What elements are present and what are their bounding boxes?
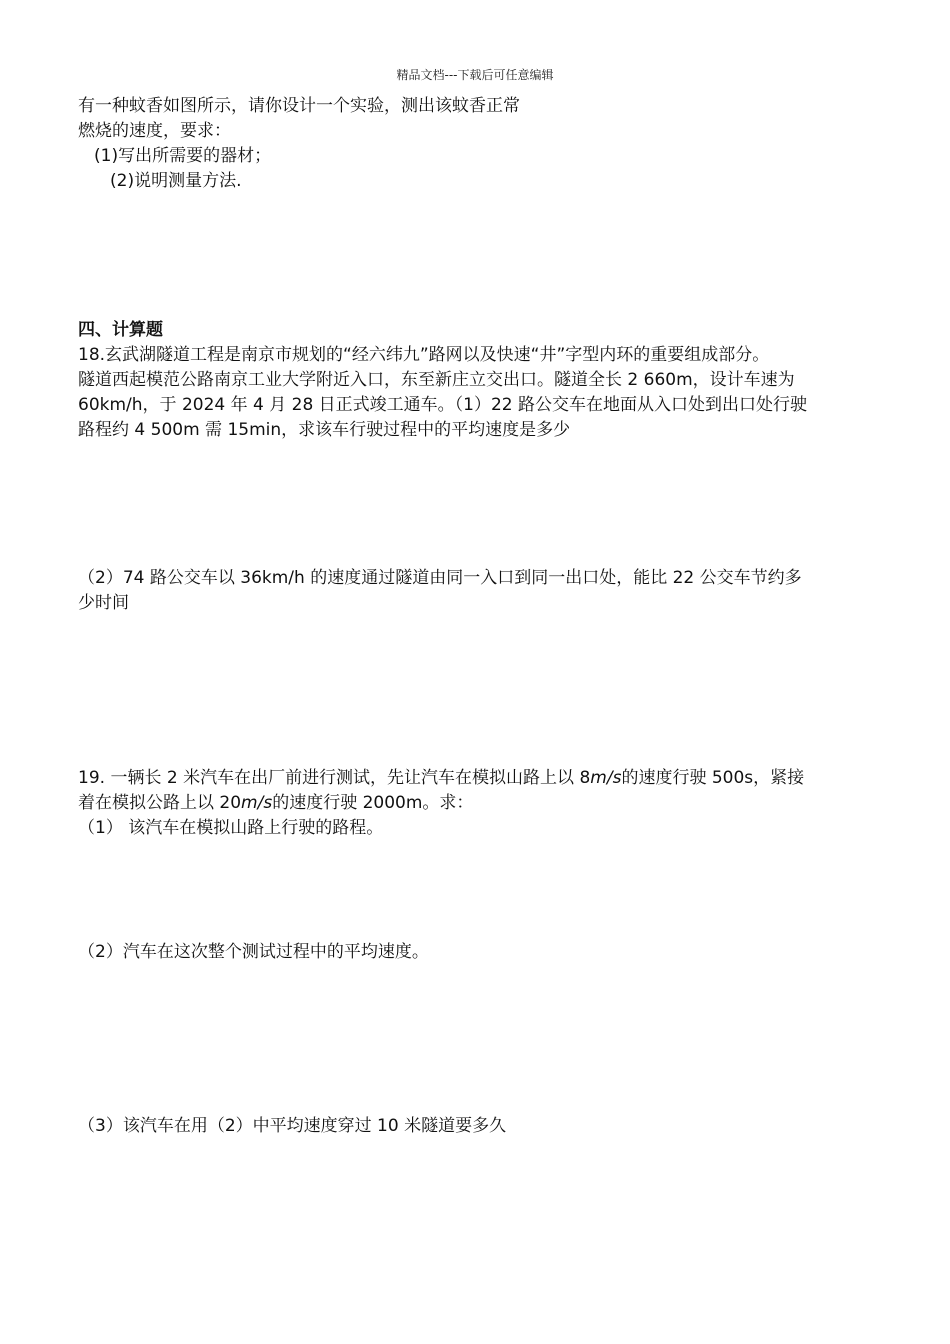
speed-unit: m/s <box>590 768 622 788</box>
q19-part3: （3）该汽车在用（2）中平均速度穿过 10 米隧道要多久 <box>78 1116 507 1136</box>
q18-text-line: 60km/h，于 2024 年 4 月 28 日正式竣工通车。（1）22 路公交车在地面从入口处到出口处行驶 <box>78 395 808 415</box>
q19-text-segment: 19. 一辆长 2 米汽车在出厂前进行测试，先让汽车在模拟山路上以 8 <box>78 768 591 788</box>
speed-unit: m/s <box>241 793 273 813</box>
q18-text-line: 18.玄武湖隧道工程是南京市规划的“经六纬九”路网以及快速“井”字型内环的重要组成部分。 <box>78 345 770 365</box>
intro-requirement-item: (2)说明测量方法. <box>110 171 242 191</box>
q18-text-line: 路程约 4 500m 需 15min，求该车行驶过程中的平均速度是多少 <box>78 420 571 440</box>
q19-part2: （2）汽车在这次整个测试过程中的平均速度。 <box>78 942 429 962</box>
q19-text-line <box>78 791 473 815</box>
q18-part2-line: 少时间 <box>78 593 129 613</box>
q19-text-segment: 着在模拟公路上以 20 <box>78 793 242 813</box>
section-title: 四、计算题 <box>78 320 163 340</box>
intro-question-line: 燃烧的速度，要求： <box>78 121 231 141</box>
page-header: 精品文档---下载后可任意编辑 <box>396 68 554 82</box>
q19-text-segment: 的速度行驶 500s，紧接 <box>621 768 805 788</box>
q19-text-line <box>78 766 804 790</box>
intro-question-line: 有一种蚊香如图所示，请你设计一个实验，测出该蚊香正常 <box>78 96 520 116</box>
q18-text-line: 隧道西起模范公路南京工业大学附近入口，东至新庄立交出口。隧道全长 2 660m，设计车速为 <box>78 370 795 390</box>
intro-requirement-item: (1)写出所需要的器材； <box>94 146 272 166</box>
q19-part1: （1） 该汽车在模拟山路上行驶的路程。 <box>78 818 384 838</box>
q19-text-segment: 的速度行驶 2000m。求： <box>272 793 474 813</box>
q18-part2-line: （2）74 路公交车以 36km/h 的速度通过隧道由同一入口到同一出口处，能比 22 公交车节约多 <box>78 568 802 588</box>
